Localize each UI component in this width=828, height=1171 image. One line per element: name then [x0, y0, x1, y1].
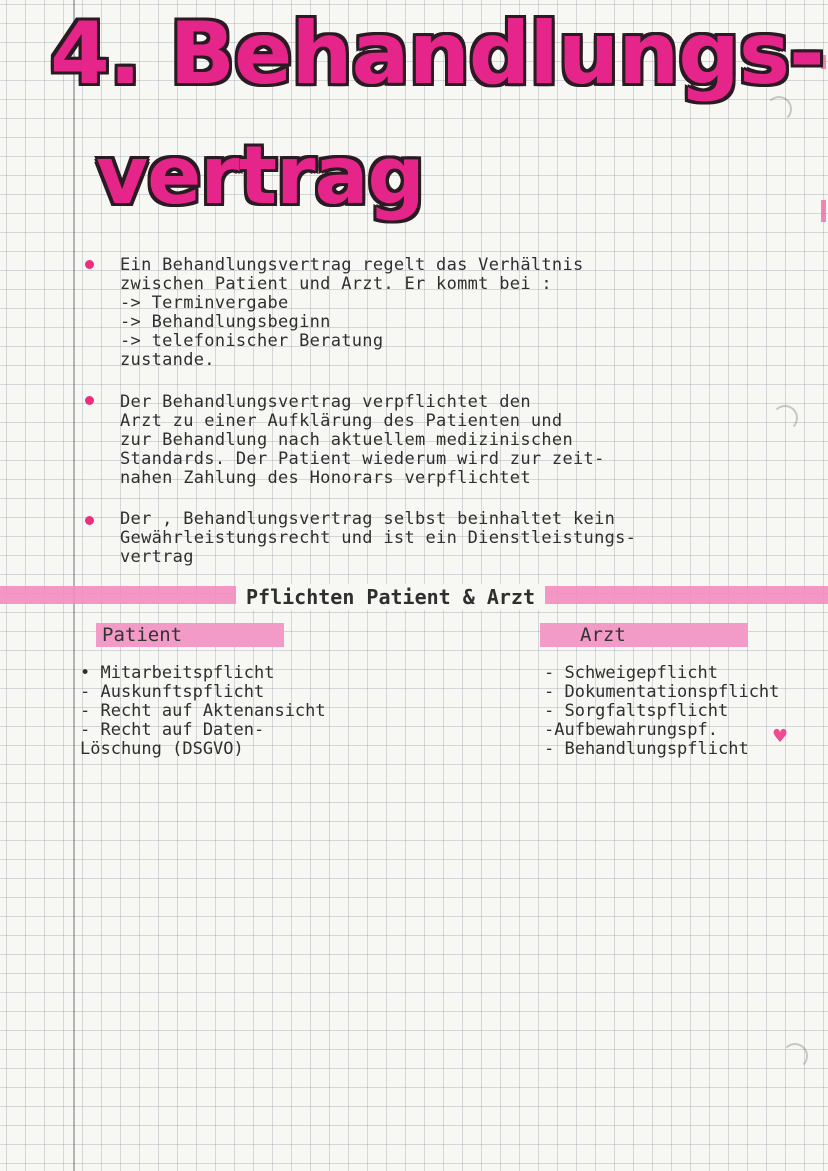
list-item: - Dokumentationspflicht: [544, 682, 780, 702]
heart-icon: ♥: [772, 726, 789, 747]
list-item: - Recht auf Daten-: [80, 720, 265, 740]
section-heading: Pflichten Patient & Arzt: [236, 584, 545, 610]
list-item: Löschung (DSGVO): [80, 739, 244, 759]
punch-hole-mark: [782, 1043, 808, 1069]
arzt-heading-text: Arzt: [580, 624, 626, 646]
punch-hole-mark: [772, 405, 798, 431]
list-item: - Auskunftspflicht: [80, 682, 265, 702]
text-line: Ein Behandlungsvertrag regelt das Verhältnis: [120, 255, 584, 275]
text-line: zustande.: [120, 350, 215, 370]
arzt-column-heading: [540, 623, 748, 647]
text-line: Gewährleistungsrecht und ist ein Dienstleistungs-: [120, 528, 637, 548]
text-line: Der Behandlungsvertrag verpflichtet den: [120, 392, 531, 412]
text-line: Arzt zu einer Aufklärung des Patienten und: [120, 411, 563, 431]
text-line: vertrag: [120, 547, 194, 567]
bullet-paragraph: [120, 256, 584, 370]
bullet-dot: [85, 260, 94, 269]
page-title-line-1: 4. Behandlungs-: [50, 4, 824, 104]
list-item: - Recht auf Aktenansicht: [80, 701, 326, 721]
text-line: -> Terminvergabe: [120, 293, 289, 313]
text-line: nahen Zahlung des Honorars verpflichtet: [120, 468, 531, 488]
text-line: -> Behandlungsbeginn: [120, 312, 331, 332]
list-item: - Schweigepflicht: [544, 663, 718, 683]
bullet-dot: [85, 516, 94, 525]
bullet-paragraph: [120, 510, 636, 567]
list-item: - Behandlungspflicht: [544, 739, 749, 759]
page-title-line-2: vertrag: [96, 129, 424, 222]
text-line: zwischen Patient und Arzt. Er kommt bei :: [120, 274, 552, 294]
patient-column-heading: Patient: [96, 623, 284, 647]
patient-duties-list: [80, 664, 326, 759]
text-line: Der , Behandlungsvertrag selbst beinhaltet kein: [120, 509, 616, 529]
text-line: Standards. Der Patient wiederum wird zur zeit-: [120, 449, 605, 469]
list-item: -Aufbewahrungspf.: [544, 720, 718, 740]
page-edge-mark: [821, 200, 826, 222]
arzt-duties-list: [544, 664, 779, 759]
text-line: zur Behandlung nach aktuellem medizinischen: [120, 430, 573, 450]
list-item: - Sorgfaltspflicht: [544, 701, 729, 721]
list-item: • Mitarbeitspflicht: [80, 663, 275, 683]
bullet-dot: [85, 396, 94, 405]
bullet-paragraph: [120, 393, 605, 488]
text-line: -> telefonischer Beratung: [120, 331, 384, 351]
